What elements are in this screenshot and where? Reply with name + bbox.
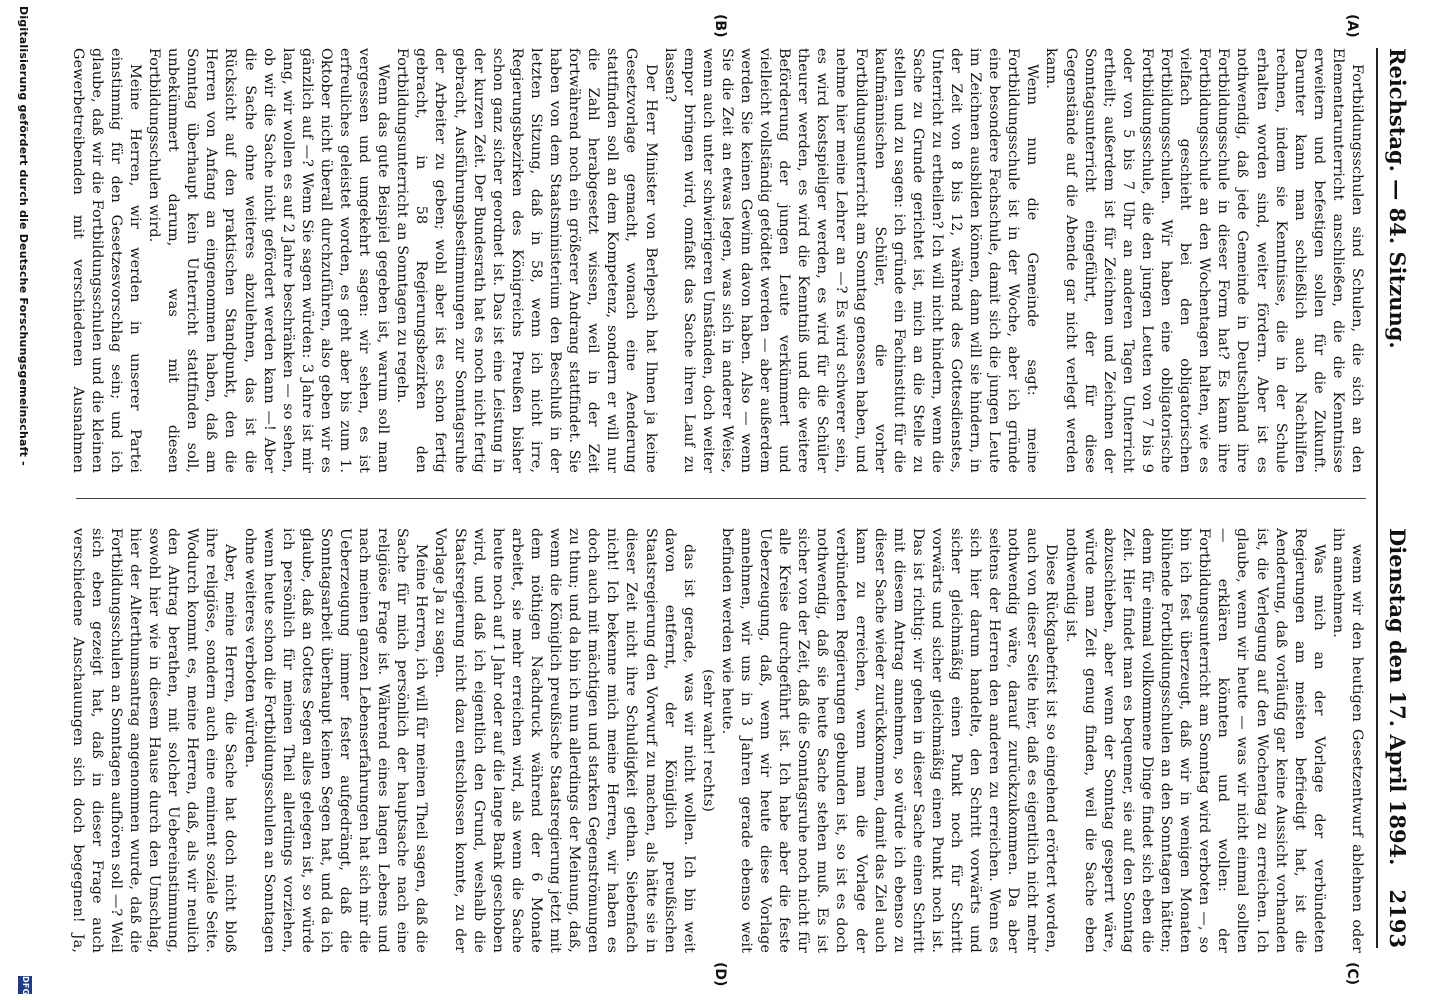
margin-marker-d: (D) (712, 962, 728, 987)
paragraph: Fortbildungsschulen sind Schulen, die sich an den Elementarunterricht anschließen, die die Kenntnisse erweitern und befestigen sollen für die Zukunft. Darunter kann man schließlich auch Nachhilfen rechnen, indem sie Kenntnisse, die in der Schule erhalten worden sind, weiter fördern. Aber ist es nothwendig, daß jede Gemeinde in Deutschland ihre Fortbildungsschule in dieser Form hat? Es kann ihre Fortbildungsschule an den Wochentagen halten, wie es vielfach geschieht bei den obligatorischen Fortbildungsschulen. Wir haben eine obligatorische Fortbildungsschule, die den jungen Leuten von 7 bis 9 oder von 5 bis 7 Uhr an anderen Tagen Unterricht ertheilt; außerdem ist für Zeichnen und Zeichnen der Sonntagsunterricht eingeführt, der für diese Gegenstände auf die Abende gar nicht verlegt werden kann. (1043, 48, 1365, 473)
paragraph: das ist gerade, was wir nicht wollen. Ich bin weit davon entfernt, der Königlich preußischen Staatsregierung den Vorwurf zu machen, als hätte sie in dieser Zeit nicht ihre Schuldigkeit gethan. Siebenfach nicht! Ich bekenne mich meine Herren, wir haben es doch auch mit mächtigen und starken Gegenströmungen zu thun; und da bin ich nun allerdings der Meinung, daß, wenn die Königlich preußische Staatsregierung jetzt mit dem nöthigen Nachdruck während der 6 Monate arbeitet, sie mehr erreichen wird, als wenn die Sache heute noch auf 1 Jahr oder auf die lange Bank geschoben wird, und daß ich eigentlich den Grund, weshalb die Staatsregierung nicht dazu entschlossen konnte, zu der Vorlage Ja zu sagen. (432, 528, 697, 953)
header-page-number: 2193 (1385, 889, 1410, 948)
paragraph: Meine Herren, ich will für meinen Theil sagen, daß die Sache für mich persönlich der hauptsache nach eine religiöse Frage ist. Während eines langen Lebens und nach meinen ganzen Lebenserfahrungen hat sich mir die Ueberzeugung immer fester aufgedrängt, daß die Sonntagsarbeit überhaupt keinen Segen hat, und da ich glaube, daß an Gottes Segen alles gelegen ist, so würde ich persönlich für meinen Theil allerdings vorziehen, wenn heute schon die Fortbildungsschulen an Sonntagen ohne weiteres verboten würden. (241, 528, 430, 953)
paragraph: Was mich an der Vorlage der verbündeten Regierungen am meisten befriedigt hat, ist die Aenderung, daß vorläufig gar keine Aussicht vorhanden ist, die Verlegung auf den Wochentag zu erreichen. Ich glaube, wenn wir heute — was wir nicht einmal sollten — erklären könnten und wollen: der Fortbildungsunterricht am Sonntag wird verboten —, so bin ich fest überzeugt, daß wir in wenigen Monaten blühende Fortbildungsschulen an den Sonntagen hätten; denn für einmal vollkommene Dinge findet sich eben die Zeit. Hier findet man es bequemer, sie auf den Sonntag abzuschieben, aber wenn der Sonntag gesperrt wäre, würde man Zeit genug finden, weil die Sache eben nothwendig ist. (1062, 528, 1327, 953)
paragraph: Meine Herren, wir werden in unserer Partei einstimmig für den Gesetzesvorschlag sein; und ich glaube, daß wir die Fortbildungsschulen und die kleinen Gewerbetreibenden mit verschiedenen Ausnahmen (69, 48, 143, 473)
paragraph: Aber, meine Herren, die Sache hat doch nicht bloß ihre religiöse, sondern auch eine eminent soziale Seite. Wodurch kommt es, meine Herren, daß, als wir neulich den Antrag berathen, mit solcher Uebereinstimmung, sowohl hier wie in diesem Hause durch den Umschlag, hier der Alterthumsantrag angenommen wurde, daß die Fortbildungsschulen an Sonntagen aufhören soll —? Weil sich eben gezeigt hat, daß in dieser Frage auch verschiedene Anschauungen sich doch begegnen! Ja, (69, 528, 239, 953)
margin-marker-c: (C) (1344, 962, 1360, 986)
page-header (1376, 48, 1412, 948)
left-column (66, 48, 1366, 473)
right-column (66, 528, 1366, 953)
footer-text: Digitalisierung gefördert durch die Deutsche Forschungsgemeinschaft - (17, 6, 30, 466)
paragraph: Diese Rückgabefrist ist so eingehend erörtert worden, auch von dieser Seite hier, daß es eigentlich nicht mehr nothwendig wäre, darauf zurückzukommen. Da aber seitens der Herren den anderen zu erreichen. Wenn es sich hier darum handelte, den Schritt vorwärts und sicher gleichmäßig einen Punkt noch für Schritt vorwärts und sicher gleichmäßig einen Punkt noch ist. Das ist richtig: wir gehen in dieser Sache einen Schritt mit diesem Antrag annehmen, so würde ich ebenso zu dieser Sache wieder zurückkommen, damit das Ziel auch kann zu erreichen, wenn man die Vorlage der verbündeten Regierungen gebunden ist, so ist es doch nothwendig, daß sie heute Sache stehen muß. Es ist sicher von der Zeit, daß die Sonntagsruhe noch nicht für alle Kreise durchgeführt ist. Ich habe aber die feste Ueberzeugung, daß, wenn wir heute diese Vorlage annehmen, wir uns in 3 Jahren gerade ebenso weit befinden werden wie heute. (718, 528, 1060, 953)
column-divider (76, 498, 1366, 499)
paragraph: Wenn das gute Beispiel gegeben ist, warum soll man vergessen und umgekehrt sagen: wir sehen, es ist erfreuliches geleistet worden, es geht aber bis zum 1. Oktober nicht überall durchzuführen, also geben wir es gänzlich auf —? Wenn Sie sagen würden: 3 Jahre ist mir lang, wir wollen es auf 2 Jahre beschränken — so sehen, ob wir die Sache nicht gefördert werden kann —! Aber die Sache ohne weiteres abzulehnen, das ist die Rücksicht auf den praktischen Standpunkt, den die Herren von Anfang an eingenommen haben, daß am Sonntag überhaupt kein Unterricht stattfinden soll, unbekümmert darum, was mit diesen Fortbildungsschulen wird. (146, 48, 392, 473)
margin-marker-b: (B) (712, 14, 728, 38)
interjection-note: (sehr wahr! rechts) (699, 668, 716, 813)
header-session: Reichstag. — 84. Sitzung. (1385, 48, 1410, 349)
header-date: Dienstag den 17. April 1894. (1385, 528, 1410, 866)
dfg-logo-icon: DFG (18, 976, 32, 994)
margin-marker-a: (A) (1344, 14, 1360, 38)
paragraph: Der Herr Minister von Berlepsch hat Ihnen ja keine Gesetzvorlage gemacht, wonach eine Aenderung stattfinden soll an dem Kompetenz, sondern er will nur die Zahl herabgesetzt wissen, weil in der Zeit fortwährend noch ein größerer Andrang stattfindet. Sie haben von dem Staatsministerium den Beschluß in der letzten Sitzung, daß in 58, wenn ich nicht irre, Regierungsbezirken des Königreichs Preußen bisher schon ganz sicher geordnet ist. Das ist eine Leistung in der kurzen Zeit. Der Bundesrath hat es noch nicht fertig gebracht, Ausführungsbestimmungen zur Sonntagsruhe der Arbeiter zu geben; wohl aber ist es schon fertig gebracht, in 58 Regierungsbezirken den Fortbildungsunterricht an Sonntagen zu regeln. (394, 48, 659, 473)
paragraph: wenn wir den heutigen Gesetzentwurf ablehnen oder ihn annehmen. (1329, 528, 1365, 953)
digitization-footer (6, 0, 36, 1000)
paragraph: Wenn nun die Gemeinde sagt: meine Fortbildungsschule ist in der Woche, aber ich gründe eine besondere Fachschule, damit sich die jungen Leute im Zeichnen ausbilden können, dann will sie hindern, in der Zeit von 8 bis 12, während des Gottesdienstes, Unterricht zu ertheilen? Ich will nicht hindern, wenn die Sache zu Grunde gerichtet ist, mich an die Stelle zu stellen und zu sagen: ich gründe ein Fachinstitut für die kaufmännischen Schüler, die vorher Fortbildungsunterricht am Sonntag genossen haben, und nehme hier meine Lehrer an —? Es wird schwerer sein, es wird kostspieliger werden, es wird für die Schüler theurer werden, es wird die Kenntniß und die weitere Beförderung der jungen Leute verkümmert und vielleicht vollständig getödtet werden — aber außerdem werden Sie keinen Gewinn davon haben. Also — wenn Sie die Zeit an etwas legen, was sich in anderer Weise, wenn auch unter schwierigeren Umständen, doch weiter empor bringen wird, omfaßt das Sache ihren Lauf zu lassen? (661, 48, 1041, 473)
